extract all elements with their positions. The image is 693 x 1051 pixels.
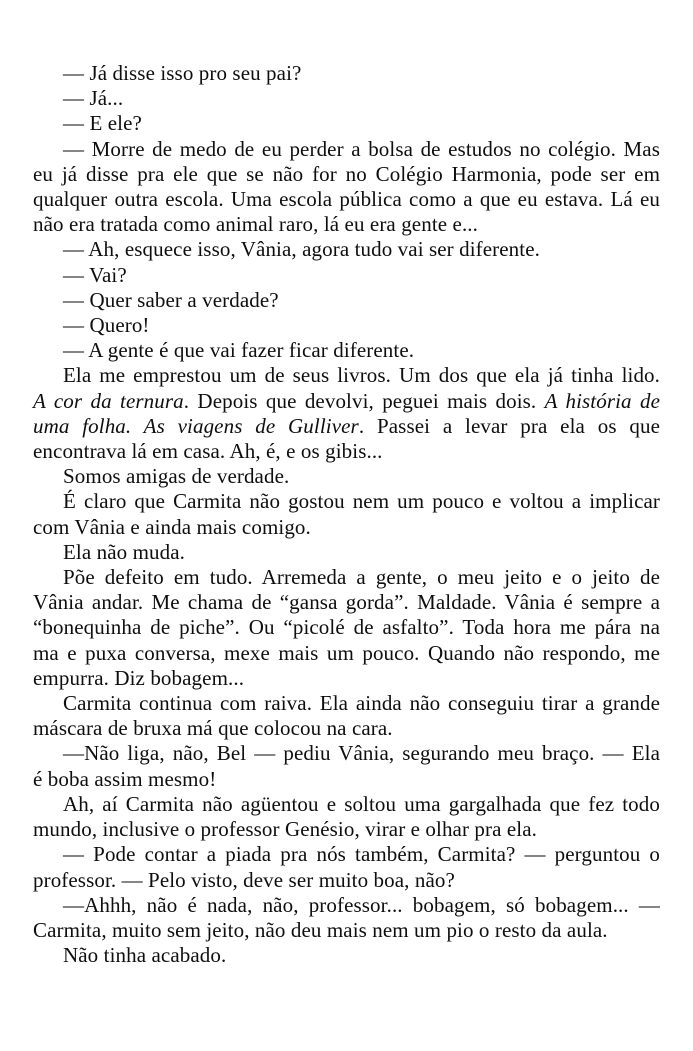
text-segment: —Não liga, não, Bel — pediu Vânia, segurando meu braço. — Ela: [63, 741, 660, 766]
text-line: [33, 515, 660, 540]
text-line: [33, 263, 660, 288]
text-segment: encontrava lá em casa. Ah, é, e os gibis...: [33, 439, 383, 464]
book-title-italic: A história de: [544, 388, 660, 413]
paragraph: [33, 237, 660, 262]
paragraph: [33, 464, 660, 489]
paragraph: [33, 893, 660, 943]
text-segment: — E ele?: [63, 111, 142, 136]
text-segment: ma e puxa conversa, mexe mais um pouco. Quando não respondo, me: [33, 640, 660, 665]
paragraph: [33, 691, 660, 741]
text-segment: . Passei a levar pra ela os que: [358, 413, 660, 438]
text-segment: Ela não muda.: [63, 539, 186, 564]
paragraph: [33, 363, 660, 464]
text-segment: empurra. Diz bobagem...: [33, 665, 245, 690]
text-line: [33, 61, 660, 86]
text-segment: Põe defeito em tudo. Arremeda a gente, o meu jeito e o jeito de: [63, 565, 660, 590]
text-segment: Carmita, muito sem jeito, não deu mais nem um pio o resto da aula.: [33, 917, 608, 942]
text-line: [33, 187, 660, 212]
paragraph: [33, 263, 660, 288]
paragraph: [33, 313, 660, 338]
text-line: [33, 918, 660, 943]
text-line: [33, 868, 660, 893]
text-segment: Ah, aí Carmita não agüentou e soltou uma gargalhada que fez todo: [63, 791, 660, 816]
text-line: [33, 716, 660, 741]
text-line: [33, 86, 660, 111]
text-line: [33, 389, 660, 414]
text-line: [33, 666, 660, 691]
text-line: [33, 162, 660, 187]
text-segment: não era tratada como animal raro, lá eu era gente e...: [33, 212, 478, 237]
text-segment: . Depois que devolvi, peguei mais dois.: [183, 388, 545, 413]
text-segment: — Já disse isso pro seu pai?: [63, 61, 302, 85]
paragraph: [33, 86, 660, 111]
text-line: [33, 792, 660, 817]
text-segment: Não tinha acabado.: [63, 943, 227, 968]
text-segment: — Pode contar a piada pra nós também, Carmita? — perguntou o: [63, 842, 660, 867]
text-line: [33, 540, 660, 565]
text-segment: — Quero!: [63, 313, 150, 338]
text-line: [33, 842, 660, 867]
text-segment: Vânia andar. Me chama de “gansa gorda”. Maldade. Vânia é sempre a: [33, 590, 660, 615]
text-line: [33, 111, 660, 136]
text-line: [33, 691, 660, 716]
page-text: [33, 61, 660, 968]
text-line: [33, 288, 660, 313]
text-line: [33, 741, 660, 766]
text-line: [33, 817, 660, 842]
text-line: [33, 615, 660, 640]
text-segment: — A gente é que vai fazer ficar diferente.: [63, 338, 415, 363]
text-segment: — Ah, esquece isso, Vânia, agora tudo vai ser diferente.: [63, 237, 540, 262]
text-segment: “bonequinha de piche”. Ou “picolé de asfalto”. Toda hora me pára na: [33, 615, 660, 640]
text-line: [33, 641, 660, 666]
text-line: [33, 464, 660, 489]
text-line: [33, 313, 660, 338]
paragraph: [33, 61, 660, 86]
text-line: [33, 893, 660, 918]
text-segment: eu já disse pra ele que se não for no Colégio Harmonia, pode ser em: [33, 161, 660, 186]
text-segment: professor. — Pelo visto, deve ser muito boa, não?: [33, 867, 455, 892]
text-line: [33, 943, 660, 968]
text-line: [33, 439, 660, 464]
text-segment: com Vânia e ainda mais comigo.: [33, 514, 311, 539]
text-line: [33, 363, 660, 388]
text-line: [33, 767, 660, 792]
text-line: [33, 237, 660, 262]
text-segment: — Morre de medo de eu perder a bolsa de estudos no colégio. Mas: [63, 136, 660, 161]
paragraph: [33, 741, 660, 791]
text-segment: — Vai?: [63, 262, 127, 287]
book-title-italic: A cor da ternura: [33, 388, 184, 413]
text-segment: mundo, inclusive o professor Genésio, virar e olhar pra ela.: [33, 817, 538, 842]
paragraph: [33, 137, 660, 238]
text-line: [33, 338, 660, 363]
paragraph: [33, 540, 660, 565]
text-line: [33, 489, 660, 514]
text-segment: máscara de bruxa má que colocou na cara.: [33, 716, 393, 741]
text-segment: qualquer outra escola. Uma escola pública como a que eu estava. Lá eu: [33, 187, 660, 212]
text-line: [33, 212, 660, 237]
text-line: [33, 565, 660, 590]
paragraph: [33, 792, 660, 842]
text-line: [33, 414, 660, 439]
text-line: [33, 137, 660, 162]
paragraph: [33, 288, 660, 313]
book-title-italic: uma folha. As viagens de Gulliver: [33, 413, 359, 438]
text-segment: Ela me emprestou um de seus livros. Um dos que ela já tinha lido.: [63, 363, 660, 388]
text-segment: — Já...: [63, 86, 124, 111]
paragraph: [33, 111, 660, 136]
paragraph: [33, 565, 660, 691]
text-segment: — Quer saber a verdade?: [63, 287, 279, 312]
paragraph: [33, 943, 660, 968]
paragraph: [33, 489, 660, 539]
paragraph: [33, 338, 660, 363]
text-segment: —Ahhh, não é nada, não, professor... bobagem, só bobagem... —: [63, 892, 660, 917]
text-segment: Carmita continua com raiva. Ela ainda não conseguiu tirar a grande: [63, 691, 660, 716]
text-line: [33, 590, 660, 615]
text-segment: Somos amigas de verdade.: [63, 464, 290, 489]
paragraph: [33, 842, 660, 892]
text-segment: É claro que Carmita não gostou nem um pouco e voltou a implicar: [63, 489, 660, 514]
text-segment: é boba assim mesmo!: [33, 766, 217, 791]
